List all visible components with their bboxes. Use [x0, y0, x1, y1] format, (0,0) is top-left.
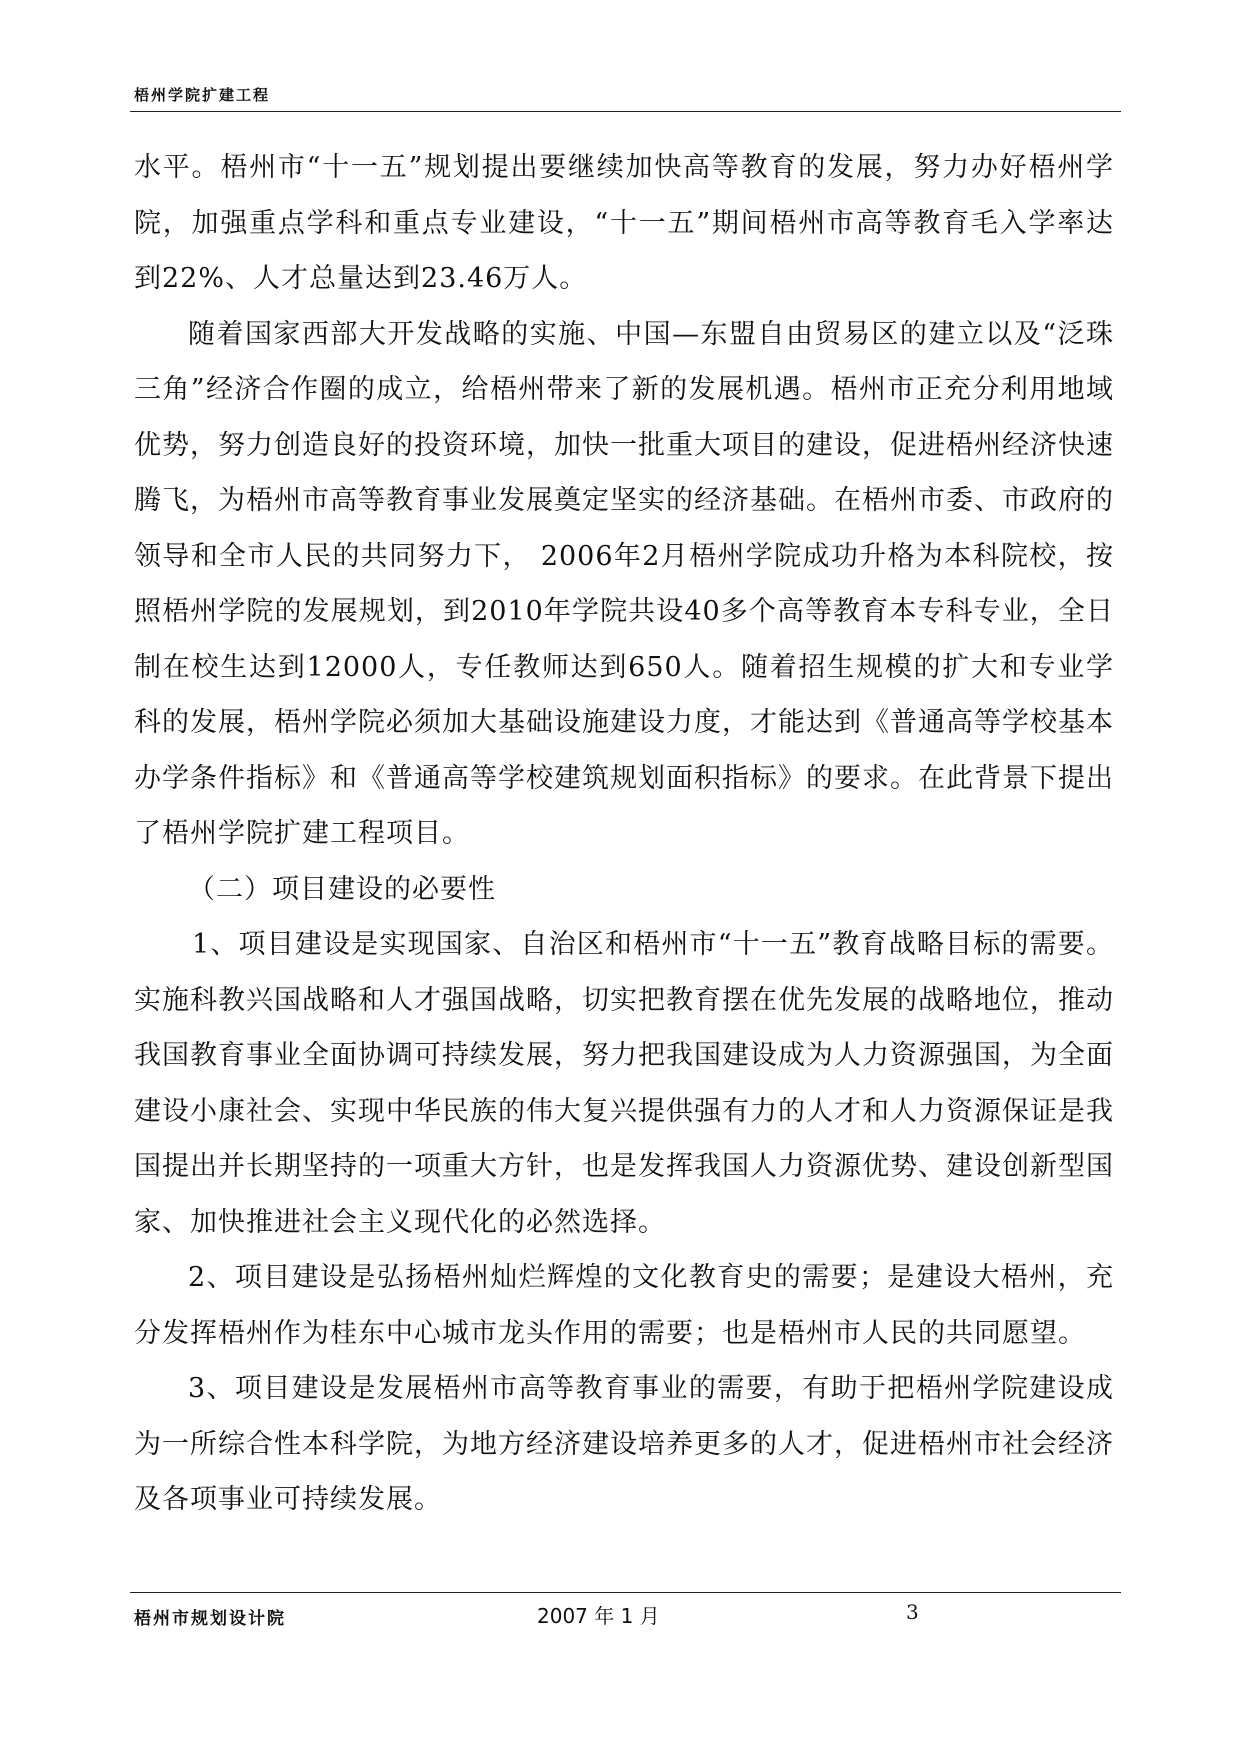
section-heading-necessity: （二）项目建设的必要性: [188, 873, 496, 905]
paragraph-continuation: 水平。梧州市“十一五”规划提出要继续加快高等教育的发展，努力办好梧州学院，加强重点学科和重点专业建设，“十一五”期间梧州市高等教育毛入学率达到22%、人才总量达到23.46万人。: [134, 152, 1114, 294]
header-divider: [130, 111, 1121, 112]
document-body: [134, 140, 1114, 1528]
paragraph-point-2: 2、项目建设是弘扬梧州灿烂辉煌的文化教育史的需要；是建设大梧州，充分发挥梧州作为桂东中心城市龙头作用的需要；也是梧州市人民的共同愿望。: [134, 1262, 1114, 1349]
footer-organization: 梧州市规划设计院: [134, 1609, 286, 1629]
paragraph-point-1: 1、项目建设是实现国家、自治区和梧州市“十一五”教育战略目标的需要。实施科教兴国战略和人才强国战略，切实把教育摆在优先发展的战略地位，推动我国教育事业全面协调可持续发展，努力把我国建设成为人力资源强国，为全面建设小康社会、实现中华民族的伟大复兴提供强有力的人才和人力资源保证是我国提出并长期坚持的一项重大方针，也是发挥我国人力资源优势、建设创新型国家、加快推进社会主义现代化的必然选择。: [134, 929, 1114, 1238]
page-number: 3: [906, 1600, 919, 1624]
paragraph-background: 随着国家西部大开发战略的实施、中国—东盟自由贸易区的建立以及“泛珠三角”经济合作圈的成立，给梧州带来了新的发展机遇。梧州市正充分利用地域优势，努力创造良好的投资环境，加快一批重大项目的建设，促进梧州经济快速腾飞，为梧州市高等教育事业发展奠定坚实的经济基础。在梧州市委、市政府的领导和全市人民的共同努力下， 2006年2月梧州学院成功升格为本科院校，按照梧州学院的发展规划，到2010年学院共设40多个高等教育本专科专业，全日制在校生达到12000人，专任教师达到650人。随着招生规模的扩大和专业学科的发展，梧州学院必须加大基础设施建设力度，才能达到《普通高等学校基本办学条件指标》和《普通高等学校建筑规划面积指标》的要求。在此背景下提出了梧州学院扩建工程项目。: [134, 318, 1114, 849]
footer-date: 2007 年 1 月: [537, 1604, 660, 1628]
page-header-title: 梧州学院扩建工程: [134, 86, 271, 104]
paragraph-point-3: 3、项目建设是发展梧州市高等教育事业的需要，有助于把梧州学院建设成为一所综合性本科学院，为地方经济建设培养更多的人才，促进梧州市社会经济及各项事业可持续发展。: [134, 1373, 1114, 1515]
footer-divider: [130, 1592, 1121, 1593]
